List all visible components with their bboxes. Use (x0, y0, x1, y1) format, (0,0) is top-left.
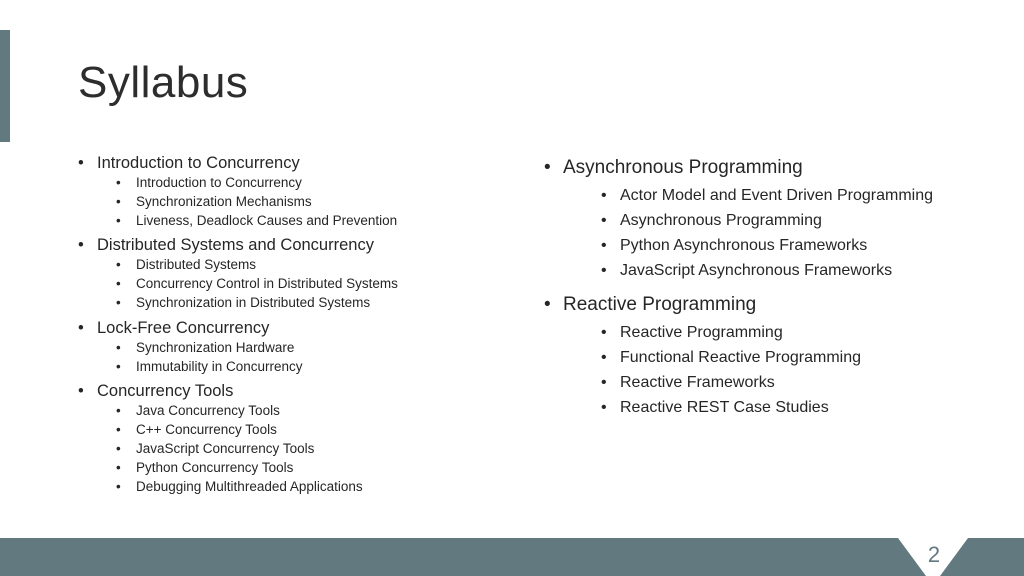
subtopic-item: • JavaScript Concurrency Tools (97, 440, 518, 459)
topic-distributed-systems (78, 234, 518, 312)
topic-label: Asynchronous Programming (563, 157, 803, 178)
subtopic-list (97, 339, 518, 377)
subtopic-item: • Reactive REST Case Studies (563, 395, 1004, 420)
page-number: 2 (927, 542, 941, 567)
subtopic-list (563, 320, 1004, 420)
subtopic-item: • Java Concurrency Tools (97, 402, 518, 421)
subtopic-item: • Liveness, Deadlock Causes and Prevention (97, 212, 518, 231)
subtopic-item: • Functional Reactive Programming (563, 345, 1004, 370)
subtopic-list (563, 183, 1004, 283)
subtopic-item: • Synchronization Hardware (97, 339, 518, 358)
subtopic-list (97, 174, 518, 230)
subtopic-list (97, 402, 518, 496)
subtopic-item: • Concurrency Control in Distributed Systems (97, 275, 518, 294)
subtopic-item: • Actor Model and Event Driven Programming (563, 183, 1004, 208)
topic-label: Distributed Systems and Concurrency (97, 236, 374, 255)
footer-bar (0, 538, 1024, 576)
topic-concurrency-tools (78, 380, 518, 496)
topic-label: Concurrency Tools (97, 382, 234, 401)
subtopic-item: • Asynchronous Programming (563, 208, 1004, 233)
subtopic-item: • C++ Concurrency Tools (97, 421, 518, 440)
topic-asynchronous-programming (544, 154, 1004, 283)
subtopic-item: • Synchronization Mechanisms (97, 193, 518, 212)
topic-label: Lock-Free Concurrency (97, 318, 270, 337)
subtopic-item: • Debugging Multithreaded Applications (97, 478, 518, 497)
subtopic-item: • Immutability in Concurrency (97, 358, 518, 377)
subtopic-item: • Synchronization in Distributed Systems (97, 294, 518, 313)
subtopic-item: • Distributed Systems (97, 256, 518, 275)
slide-title: Syllabus (78, 58, 249, 107)
subtopic-item: • Python Asynchronous Frameworks (563, 233, 1004, 258)
topic-label: Introduction to Concurrency (97, 154, 300, 172)
subtopic-item: • Reactive Frameworks (563, 370, 1004, 395)
topic-label: Reactive Programming (563, 294, 757, 315)
topic-reactive-programming (544, 291, 1004, 420)
subtopic-item: • Reactive Programming (563, 320, 1004, 345)
topic-lock-free-concurrency (78, 317, 518, 377)
subtopic-item: • Python Concurrency Tools (97, 459, 518, 478)
subtopic-item: • Introduction to Concurrency (97, 174, 518, 193)
topic-introduction-to-concurrency (78, 152, 518, 230)
subtopic-list (97, 256, 518, 312)
left-topic-list (78, 152, 518, 500)
right-topic-list (544, 154, 1004, 428)
subtopic-item: • JavaScript Asynchronous Frameworks (563, 258, 1004, 283)
title-accent-bar (0, 30, 10, 142)
